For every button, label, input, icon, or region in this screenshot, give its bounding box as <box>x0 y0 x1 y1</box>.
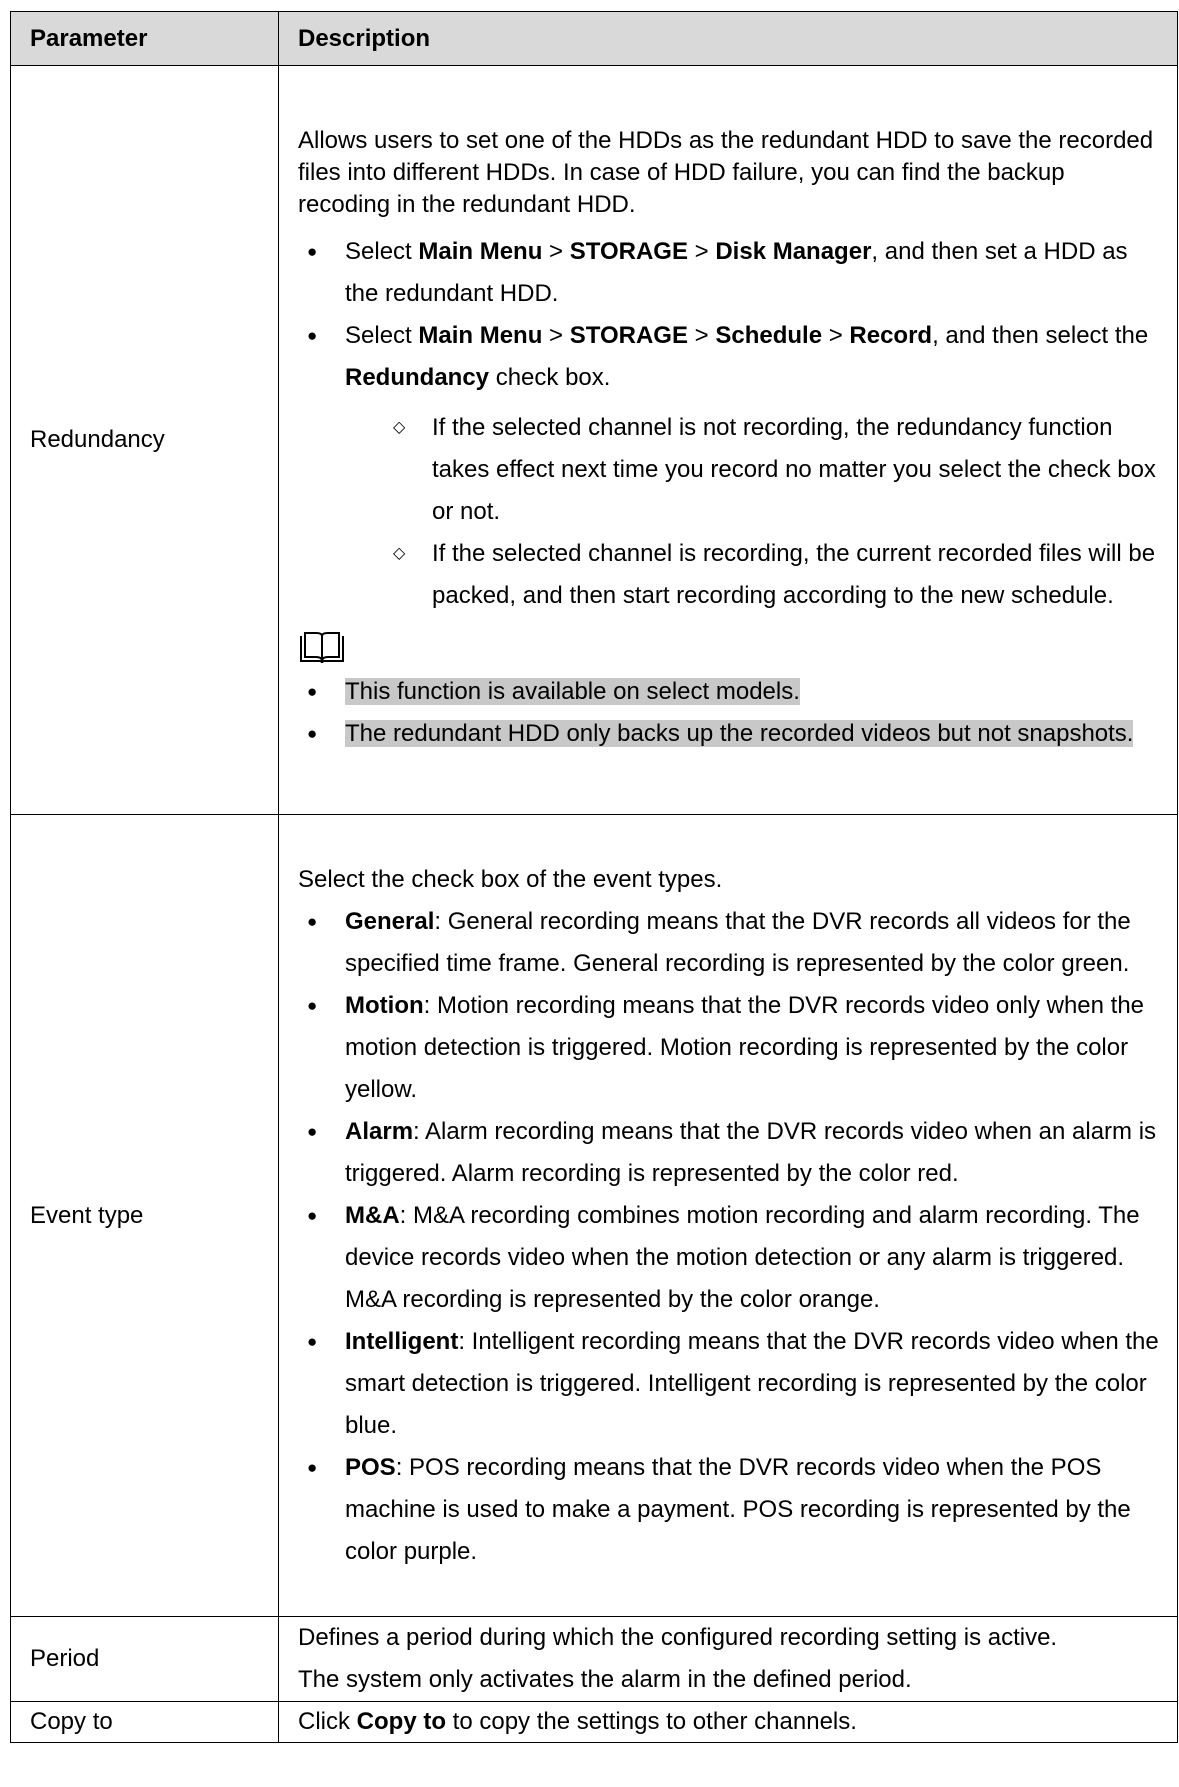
event-type-list <box>298 901 1163 1573</box>
period-line-1: Defines a period during which the configured recording setting is active. <box>298 1624 1058 1651</box>
event-type-intro: Select the check box of the event types. <box>298 865 723 893</box>
list-item: ● Select Main Menu > STORAGE > Disk Manager, and then set a HDD as the redundant HDD. <box>298 231 1163 315</box>
list-item <box>298 671 1163 713</box>
table-row-period <box>11 1617 1178 1702</box>
list-item: ● POS: POS recording means that the DVR records video when the POS machine is used to make a payment. POS recording is represented by the color purple. <box>298 1447 1163 1573</box>
param-copy-to: Copy to <box>11 1702 279 1743</box>
redundancy-bullets <box>298 231 1163 617</box>
header-description: Description <box>279 12 1178 66</box>
desc-redundancy <box>279 66 1178 815</box>
redundancy-sub-list <box>345 407 1163 617</box>
desc-event-type <box>279 815 1178 1617</box>
list-item: ◇ If the selected channel is recording, the current recorded files will be packed, and then start recording according to the new schedule. <box>345 533 1163 617</box>
param-event-type: Event type <box>11 815 279 1617</box>
list-item: ● M&A: M&A recording combines motion recording and alarm recording. The device records video when the motion detection or any alarm is triggered. M&A recording is represented by the color orange. <box>298 1195 1163 1321</box>
table-row-event-type <box>11 815 1178 1617</box>
list-item: ● Motion: Motion recording means that the DVR records video only when the motion detection is triggered. Motion recording is represented by the color yellow. <box>298 985 1163 1111</box>
desc-period <box>279 1617 1178 1702</box>
table-header-row <box>11 12 1178 66</box>
note-text: This function is available on select models. <box>345 678 800 705</box>
header-parameter: Parameter <box>11 12 279 66</box>
note-text: The redundant HDD only backs up the recorded videos but not snapshots. <box>345 720 1134 747</box>
list-item: ● Intelligent: Intelligent recording means that the DVR records video when the smart detection is triggered. Intelligent recording is represented by the color blue. <box>298 1321 1163 1447</box>
table-row-copy-to <box>11 1702 1178 1743</box>
parameter-table <box>10 11 1178 1743</box>
desc-copy-to: Click Copy to to copy the settings to other channels. <box>279 1702 1178 1743</box>
table-row-redundancy <box>11 66 1178 815</box>
list-item: ● General: General recording means that the DVR records all videos for the specified time frame. General recording is represented by the color green. <box>298 901 1163 985</box>
redundancy-notes <box>298 671 1163 755</box>
book-icon <box>298 631 346 665</box>
param-period: Period <box>11 1617 279 1702</box>
redundancy-intro: Allows users to set one of the HDDs as the redundant HDD to save the recorded files into different HDDs. In case of HDD failure, you can find the backup recoding in the redundant HDD. <box>298 127 1154 218</box>
list-item <box>298 713 1163 755</box>
param-redundancy: Redundancy <box>11 66 279 815</box>
period-line-2: The system only activates the alarm in the defined period. <box>298 1666 912 1693</box>
list-item: ◇ If the selected channel is not recording, the redundancy function takes effect next time you record no matter you select the check box or not. <box>345 407 1163 533</box>
list-item: ● Alarm: Alarm recording means that the DVR records video when an alarm is triggered. Alarm recording is represented by the color red. <box>298 1111 1163 1195</box>
list-item: ● Select Main Menu > STORAGE > Schedule > Record, and then select the Redundancy check box. ◇ If the selected channel is not recording, the redundancy function takes effect next time you record no matter you select the check box or not. ◇ If the selected channel is recording, the current recorded files will be packed, and then start recording according to the new schedule. <box>298 315 1163 617</box>
